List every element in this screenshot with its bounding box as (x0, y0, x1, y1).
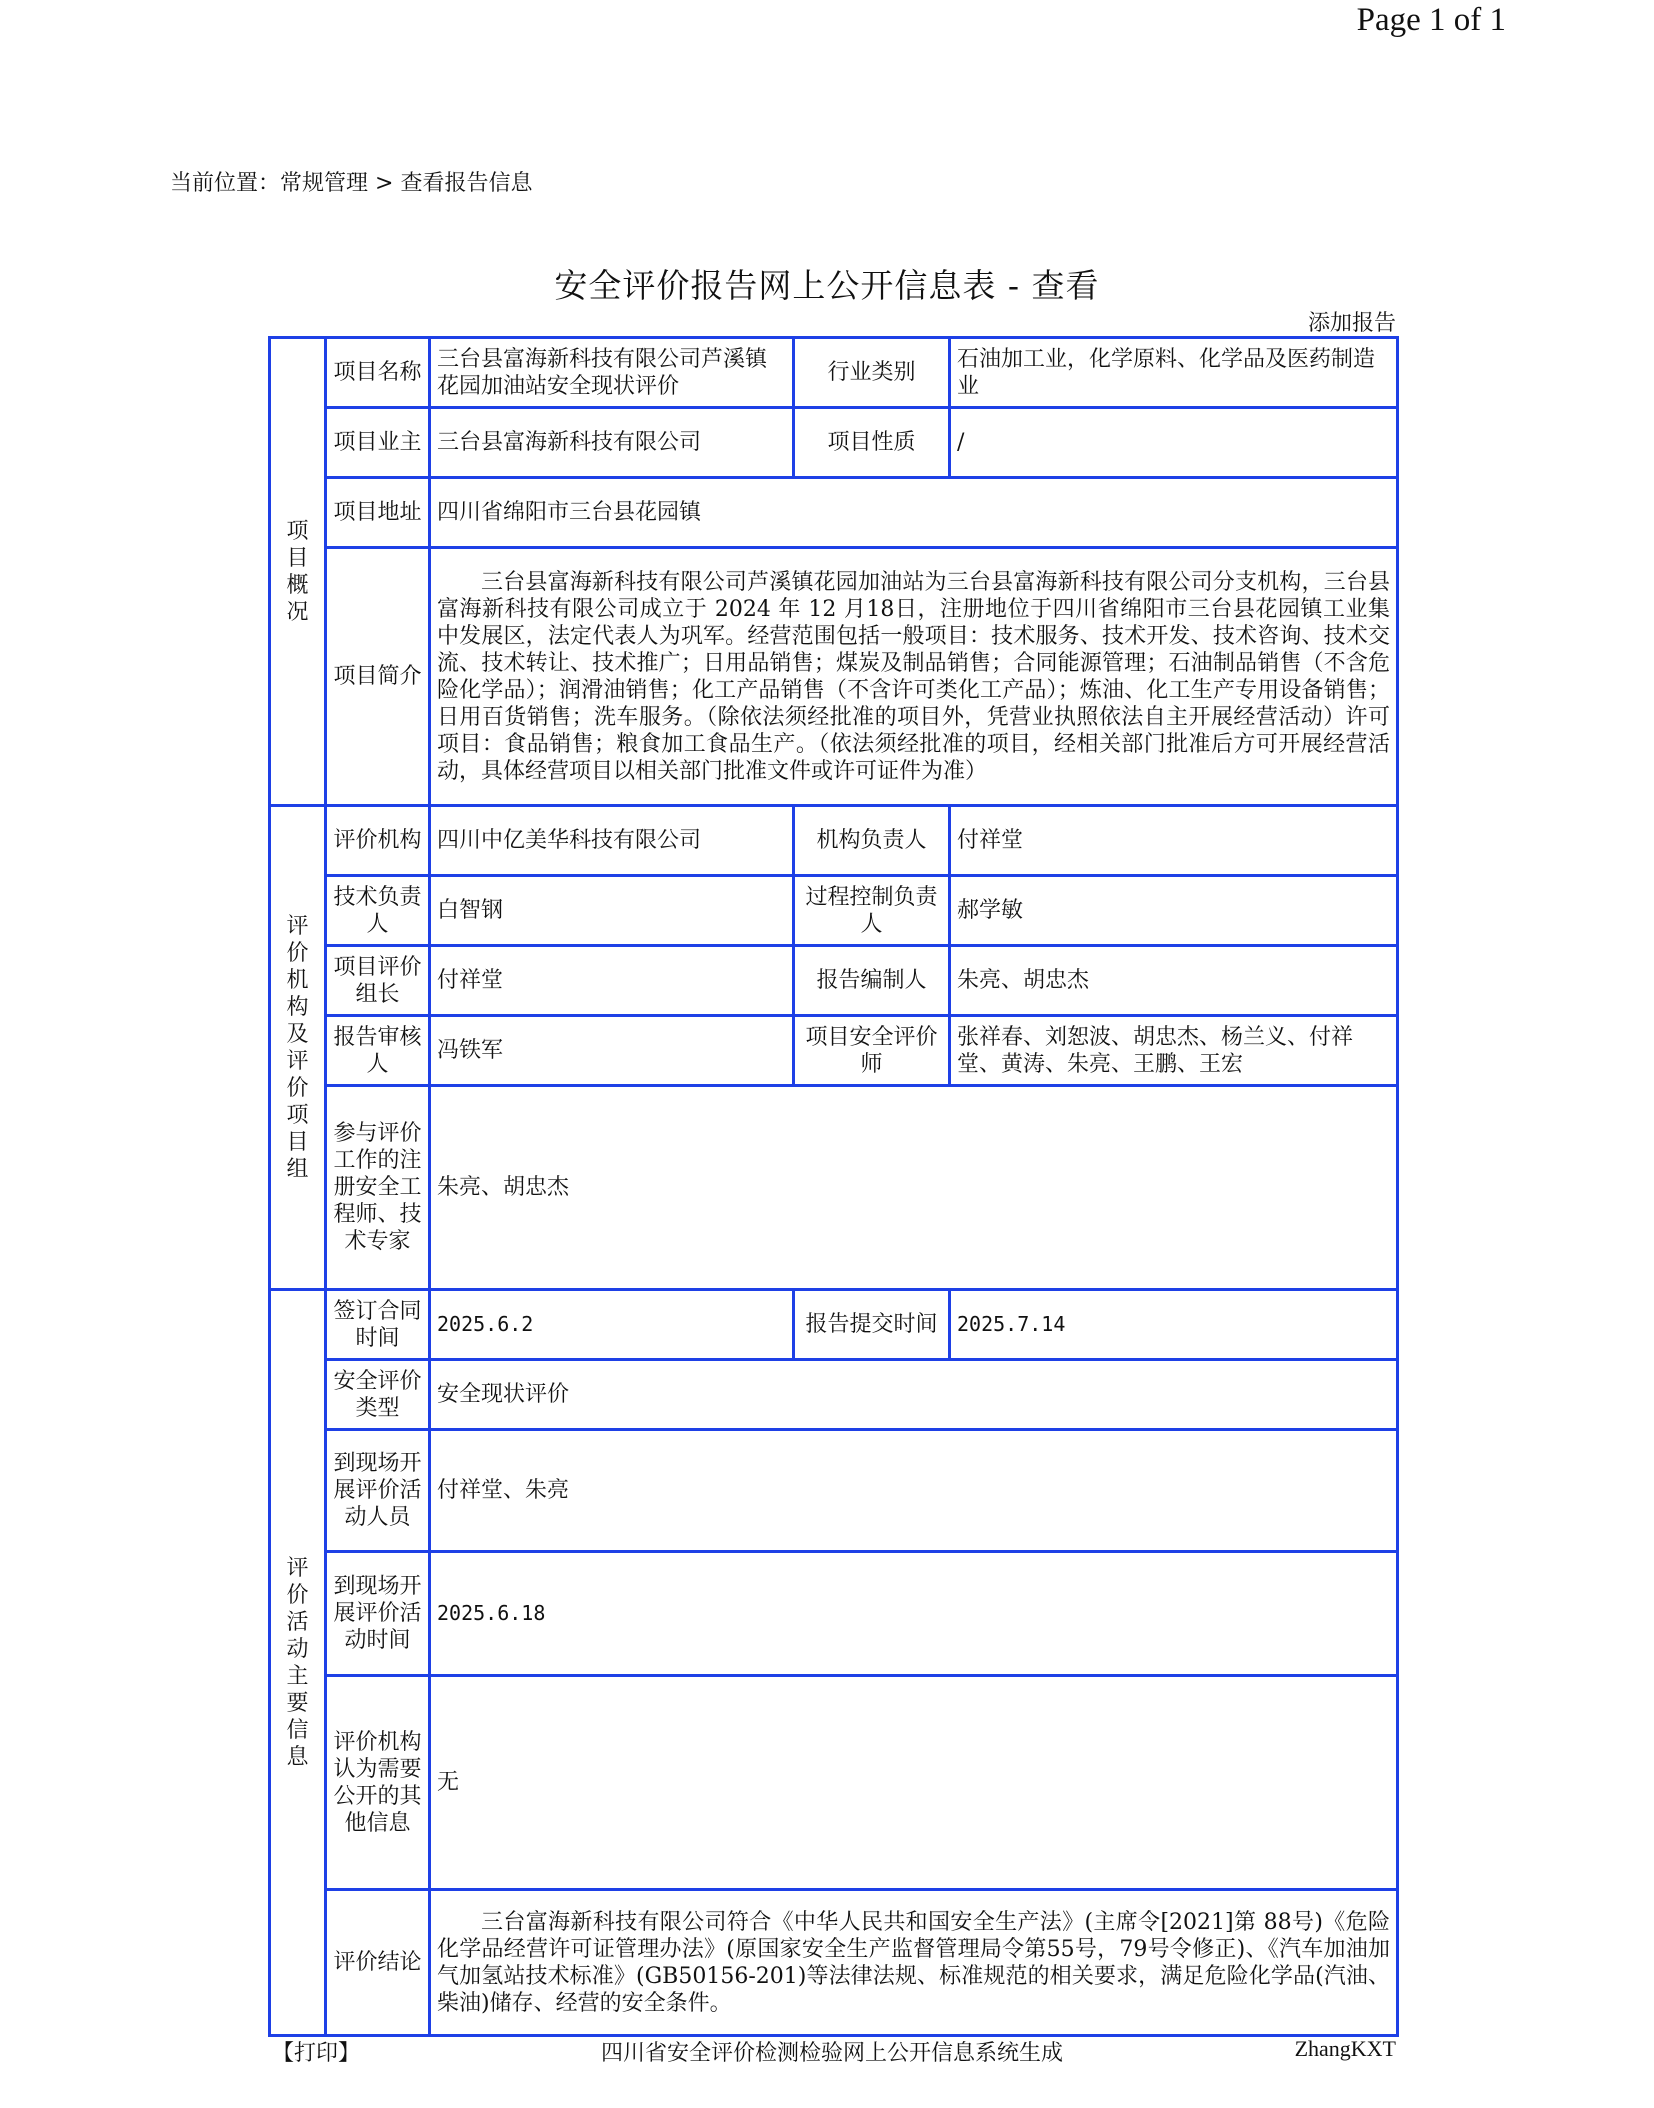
page-number: Page 1 of 1 (1356, 2, 1506, 38)
print-button[interactable]: 【打印】 (272, 2041, 361, 2066)
report-info-table (268, 336, 1399, 2037)
org-label: 评价机构 (326, 806, 430, 876)
breadcrumb (170, 166, 532, 197)
row-leader (270, 946, 1398, 1016)
breadcrumb-separator: > (375, 171, 394, 196)
tech-value: 白智钢 (430, 876, 794, 946)
owner-label: 项目业主 (326, 408, 430, 478)
nature-value: / (950, 408, 1398, 478)
industry-value: 石油加工业，化学原料、化学品及医药制造业 (950, 338, 1398, 408)
org-value: 四川中亿美华科技有限公司 (430, 806, 794, 876)
site-time-value: 2025.6.18 (430, 1552, 1398, 1676)
section-activity: 评价活动主要信息 (270, 1290, 326, 2036)
conclusion-value: 三台富海新科技有限公司符合《中华人民共和国安全生产法》(主席令[2021]第 88号)《危险化学品经营许可证管理办法》(原国家安全生产监督管理局令第55号，79号令修正)、《汽车加油加气加氢站技术标准》(GB50156-201)等法律法规、标准规范的相关要求，满足危险化学品(汽油、柴油)储存、经营的安全条件。 (430, 1890, 1398, 2036)
breadcrumb-level1[interactable]: 常规管理 (280, 171, 369, 196)
writer-value: 朱亮、胡忠杰 (950, 946, 1398, 1016)
leader-value: 付祥堂 (430, 946, 794, 1016)
owner-value: 三台县富海新科技有限公司 (430, 408, 794, 478)
process-label: 过程控制负责人 (794, 876, 950, 946)
project-name-label: 项目名称 (326, 338, 430, 408)
leader-label: 项目评价组长 (326, 946, 430, 1016)
row-intro (270, 548, 1398, 806)
breadcrumb-prefix: 当前位置： (170, 171, 281, 196)
other-value: 无 (430, 1676, 1398, 1890)
reviewer-label: 报告审核人 (326, 1016, 430, 1086)
row-address (270, 478, 1398, 548)
intro-label: 项目简介 (326, 548, 430, 806)
row-reviewer (270, 1016, 1398, 1086)
row-project-name (270, 338, 1398, 408)
assessor-label: 项目安全评价师 (794, 1016, 950, 1086)
breadcrumb-level2: 查看报告信息 (400, 171, 533, 196)
section-overview: 项目概况 (270, 338, 326, 806)
submit-value: 2025.7.14 (950, 1290, 1398, 1360)
writer-label: 报告编制人 (794, 946, 950, 1016)
tech-label: 技术负责人 (326, 876, 430, 946)
row-site-people (270, 1430, 1398, 1552)
engineers-label: 参与评价工作的注册安全工程师、技术专家 (326, 1086, 430, 1290)
intro-value: 三台县富海新科技有限公司芦溪镇花园加油站为三台县富海新科技有限公司分支机构，三台县富海新科技有限公司成立于 2024 年 12 月18日，注册地位于四川省绵阳市三台县花园镇工业集中发展区，法定代表人为巩军。经营范围包括一般项目：技术服务、技术开发、技术咨询、技术交流、技术转让、技术推广；日用品销售；煤炭及制品销售；合同能源管理；石油制品销售（不含危险化学品）；润滑油销售；化工产品销售（不含许可类化工产品）；炼油、化工生产专用设备销售；日用百货销售；洗车服务。（除依法须经批准的项目外，凭营业执照依法自主开展经营活动）许可项目：食品销售；粮食加工食品生产。（依法须经批准的项目，经相关部门批准后方可开展经营活动，具体经营项目以相关部门批准文件或许可证件为准） (430, 548, 1398, 806)
contract-value: 2025.6.2 (430, 1290, 794, 1360)
row-tech (270, 876, 1398, 946)
nature-label: 项目性质 (794, 408, 950, 478)
type-value: 安全现状评价 (430, 1360, 1398, 1430)
project-name-value: 三台县富海新科技有限公司芦溪镇花园加油站安全现状评价 (430, 338, 794, 408)
site-people-value: 付祥堂、朱亮 (430, 1430, 1398, 1552)
system-credit: 四川省安全评价检测检验网上公开信息系统生成 (600, 2041, 1063, 2066)
conclusion-label: 评价结论 (326, 1890, 430, 2036)
assessor-value: 张祥春、刘恕波、胡忠杰、杨兰义、付祥堂、黄涛、朱亮、王鹏、王宏 (950, 1016, 1398, 1086)
row-site-time (270, 1552, 1398, 1676)
page-title: 安全评价报告网上公开信息表 - 查看 (554, 266, 1100, 305)
address-value: 四川省绵阳市三台县花园镇 (430, 478, 1398, 548)
other-label: 评价机构认为需要公开的其他信息 (326, 1676, 430, 1890)
type-label: 安全评价类型 (326, 1360, 430, 1430)
engineers-value: 朱亮、胡忠杰 (430, 1086, 1398, 1290)
row-conclusion (270, 1890, 1398, 2036)
row-contract (270, 1290, 1398, 1360)
reviewer-value: 冯铁军 (430, 1016, 794, 1086)
head-label: 机构负责人 (794, 806, 950, 876)
section-agency: 评价机构及评价项目组 (270, 806, 326, 1290)
row-owner (270, 408, 1398, 478)
row-engineers (270, 1086, 1398, 1290)
site-time-label: 到现场开展评价活动时间 (326, 1552, 430, 1676)
industry-label: 行业类别 (794, 338, 950, 408)
process-value: 郝学敏 (950, 876, 1398, 946)
contract-label: 签订合同时间 (326, 1290, 430, 1360)
add-report-link[interactable]: 添加报告 (1307, 311, 1396, 336)
row-org (270, 806, 1398, 876)
site-people-label: 到现场开展评价活动人员 (326, 1430, 430, 1552)
head-value: 付祥堂 (950, 806, 1398, 876)
row-other (270, 1676, 1398, 1890)
address-label: 项目地址 (326, 478, 430, 548)
author-credit: ZhangKXT (1294, 2036, 1396, 2061)
submit-label: 报告提交时间 (794, 1290, 950, 1360)
row-type (270, 1360, 1398, 1430)
